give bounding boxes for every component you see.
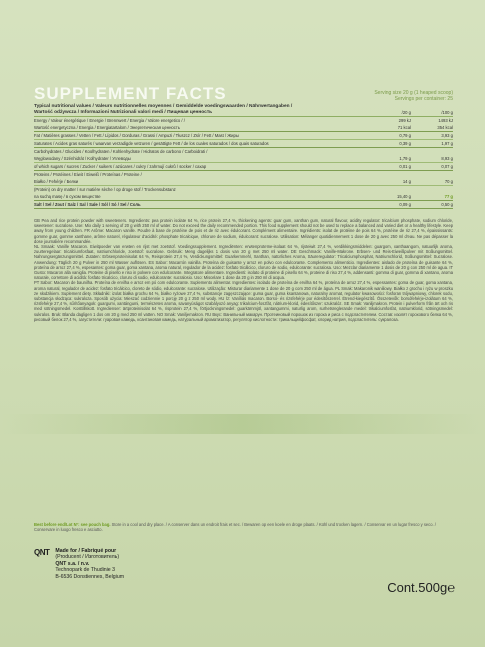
table-row: (Protein) on dry matter / sur matière sèche / op droge stof / Trockensubstanz	[34, 185, 453, 193]
manufacturer-address	[55, 548, 124, 580]
ingredients-text-1: GB Pea and rice protein powder with sweeteners. Ingredients: pea protein isolate 64 %, rice protein 27,4 %, thickening agents: guar gum, xanthan gum, natural flavour, acidity regulator: tricalcium phosphate, sodium chloride, sweetener: sucralose. Use: Mix daily 1 serving of 20 g with 250 ml of water. Do not exceed the daily recommended portion. This food supplement should not be used to replace a balanced and varied diet or a healthy lifestyle. Keep away from young children. FR Arôme: Macaron vanille. Poudre à base de protéine de pois et de riz avec édulcorant. Complément alimentaire. Ingrédients: isolat de protéine de pois 64 %, protéine de riz 27,4 %, épaississants: gomme guar, gomme xanthane, arôme naturel, régulateur d'acidité: phosphate tricalcique, chlorure de sodium, édulcorant: sucralose. Utilisation: Mélanger quotidiennement 1 dose de 20 g avec 250 ml d'eau. Ne pas dépasser la dose journalière recommandée.	[34, 218, 453, 244]
ingredients-text-3: PT Sabor: Macaron de baunilha. Proteína de ervilha e arroz em pó com edulcorante. Suplemento alimentar. Ingredientes: isolado de proteína de ervilha 64 %, proteína de arroz 27,4 %, espessantes: goma de guar, goma xantana, aroma natural, regulador de acidez: fosfato tricálcico, cloreto de sódio, edulcorante: sucralose. Utilização: Misturar diariamente 1 dose de 20 g com 250 ml de água. PL Smak: Makaronik waniliowy. Białko z grochu i ryżu w proszku ze słodzikiem. Suplement diety. Składniki: izolat białka grochu 64 %, białko ryżowe 27,4 %, substancje zagęszczające: guma guar, guma ksantanowa, naturalny aromat, regulator kwasowości: fosforan trójwapniowy, chlorek sodu, substancja słodząca: sukraloza. Sposób użycia: Mieszać codziennie 1 porcję 20 g z 250 ml wody. HU Íz: Vaníliás macaron. Borsó- és rizsfehérje por édesítőszerrel. Étrend-kiegészítő. Összetevők: borsófehérje-izolátum 64 %, rizsfehérje 27,4 %, sűrítőanyagok: guargumi, xantángumi, természetes aroma, savanyúságot szabályozó anyag: trikalcium-foszfát, nátrium-klorid, édesítőszer: szukralóz. SE Smak: Vaniljmakron. Protein i pulverform från ärt och ris med sötningsmedel. Kosttillskott. Ingredienser: ärtproteinisolat 64 %, risprotein 27,4 %, förtjockningsmedel: guarkärnmjöl, xantangummi, naturlig arom, surhetsreglerande medel: trikalciumfosfat, natriumklorid, sötningsmedel: sukralos. Bruk: Blanda dagligen 1 dos om 20 g med 250 ml vatten. NO Smak: Vaniljemakron. RU Вкус: Ванильный макарун. Протеиновый порошок из гороха и риса с подсластителем. Состав: изолят горохового белка 64 %, рисовый белок 27,4 %, загустители: гуаровая камедь, ксантановая камедь, натуральный ароматизатор, регулятор кислотности: трикальцийфосфат, хлорид натрия, подсластитель: сукралоза.	[34, 280, 453, 322]
table-row: Energy / Valeur énergétique / Energie / Brennwert / Energia / Valore energetico / / 299 kJ 1493 kJ	[34, 118, 453, 123]
made-for-label-2: (Producent / Изготовитель)	[55, 554, 120, 561]
table-row: Białko / Fehérje / Белки 14 g 70 g	[34, 179, 453, 184]
address-line-2: B-6536 Donstiennes, Belgium	[55, 573, 125, 580]
table-intro: Typical nutritional values / Valeurs nutritionnelles moyennes / Gemiddelde voedingswaarden / Nährwertangaben /	[34, 104, 293, 109]
table-row: Fat / Matières grasses / Vetten / Fett / Lípidos / Gorduras / Grassi / Ampuzi / Tłuszcz / Zsír / Fett / Mast / Жиры 0,79 g 3,93 g	[34, 133, 453, 138]
table-row: Saturates / Acides gras saturés / waarvan verzadigde vetzuren / gesättigte Fett / de los cuales saturados / dos quais saturados 0,39 g 1,97 g	[34, 141, 453, 146]
page-title: SUPPLEMENT FACTS	[34, 84, 227, 103]
table-row: Salt / Sel / Zout / Salz / Sal / Sale / Sól / Só / Sel / Соль 0,09 g 0,50 g	[34, 202, 453, 207]
company-name: QNT s.a. / n.v.	[55, 560, 90, 567]
col-per-100g: /100 g	[441, 110, 453, 115]
net-weight: Cont.500g℮	[387, 580, 455, 595]
ingredients-text-2: NL Smaak: Vanille Macaron. Eiwitpoeder van erwten en rijst met zoetstof. Voedingssupplement. Ingrediënten: erwtenproteïne-isolaat 64 %, rijsteiwit 27,4 %, verdikkingsmiddelen: guargom, xanthaangom, natuurlijk aroma, zuurteregelaar: tricalciumfosfaat, natriumchloride, zoetstof: sucralose. Gebruik: Meng dagelijks 1 dosis van 20 g met 250 ml water. DE Geschmack: Vanille-Makrone. Erbsen- und Reis-Eiweißpulver mit Süßungsmittel. Nahrungsergänzungsmittel. Zutaten: Erbsenproteinisolat 64 %, Reisprotein 27,4 %, Verdickungsmittel: Guarkernmehl, Xanthan, natürliches Aroma, Säureregulator: Tricalciumphosphat, Natriumchlorid, Süßungsmittel: Sucralose. Anwendung: Täglich 20 g Pulver in 250 ml Wasser auflösen. ES Sabor: Macarrón vainilla. Proteína de guisante y arroz en polvo con edulcorante. Complemento alimenticio. Ingredientes: aislado de proteína de guisante 64 %, proteína de arroz 27,4 %, espesantes: goma guar, goma xantana, aroma natural, regulador de la acidez: fosfato tricálcico, cloruro de sodio, edulcorante: sucralosa. Uso: Mezclar diariamente 1 dosis de 20 g con 250 ml de agua. IT Gusto: Macaron alla vaniglia. Proteine di pisello e riso in polvere con edulcorante. Integratore alimentare. Ingredienti: isolato di proteine di pisello 64 %, proteine di riso 27,4 %, addensanti: gomma di guar, gomma di xantano, aroma naturale, correttore di acidità: fosfato tricalcico, cloruro di sodio, edulcorante: sucralosio. Uso: Miscelare 1 dose da 20 g in 250 ml di acqua.	[34, 244, 453, 281]
table-header	[34, 102, 453, 117]
ingredients-text-block	[34, 218, 453, 520]
table-row: Carbohydrates / Glucides / Koolhydraten / Kohlenhydrate / Hidratos de carbono / Carboidrati /	[34, 147, 453, 155]
servings-per-container-text: Servings per container: 25	[394, 96, 453, 102]
table-row: of which sugars / sucres / Zucker / suikers / azúcares / cukry / zahrnují cukrů / socker / сахар 0,01 g 0,07 g	[34, 164, 453, 169]
manufacturer-block	[34, 548, 124, 580]
made-for-label: Made for / Fabriqué pour	[55, 548, 117, 554]
storage-text: Store in a cool and dry place. / A conserver dans un endroit frais et sec. / Bewaren op een koele en droge plaats. / Kühl und trocken lagern. / Conservar en un lugar fresco y seco. / Conservare in luogo fresco e asciutto.	[34, 522, 436, 533]
table-row: Proteins / Protéines / Eiwit / Eiweiß / Proteínas / Proteine /	[34, 170, 453, 178]
qnt-logo: QNT	[34, 548, 50, 557]
serving-info	[374, 90, 453, 102]
nutrition-table	[34, 102, 453, 209]
table-row: na suchą masę / в сухом веществе 15,40 g 77 g	[34, 194, 453, 199]
table-row: Wartość energetyczna / Energia / Energiatartalom / Энергетическая ценность 71 kcal 354 kcal	[34, 125, 453, 130]
serving-size-text: Serving size 20 g (1 heaped scoop)	[374, 90, 453, 96]
best-before-label: Best before end/Lot N°: see pouch bag.	[34, 522, 111, 527]
best-before-block	[34, 522, 453, 540]
col-per-serving: /20 g	[401, 110, 411, 115]
table-row: Węglowodany / Szénhidrát / Kolhydrater / Углеводы 1,79 g 8,93 g	[34, 156, 453, 161]
address-line-1: Technopark de Thudinie 3	[55, 567, 115, 574]
table-intro-2: Wartość odżywcza / Informazioni Nutrizionali valori medi / Пищевая ценность	[34, 110, 213, 115]
